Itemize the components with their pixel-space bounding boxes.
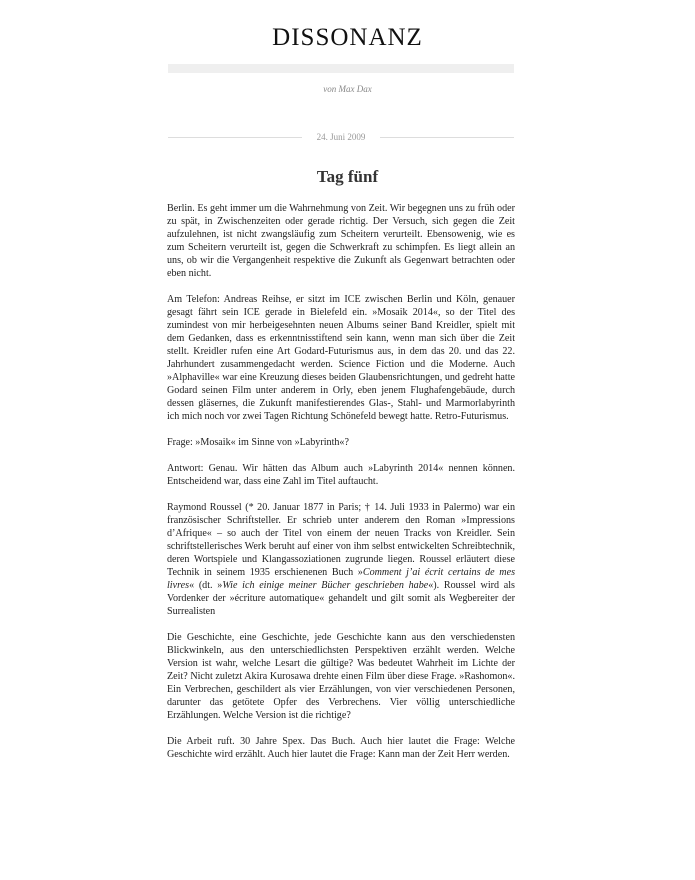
paragraph-6: Die Geschichte, eine Geschichte, jede Geschichte kann aus den verschiedensten Blickwinkeln, aus den unterschiedlichsten Perspektiven erzählt werden. Welche Version ist wahr, welche Lesart die gültige? Was bedeutet Wahrheit im Lichte der Zeit? Nicht zuletzt Akira Kurosawa drehte einen Film über diese Frage. »Rashomon«. Ein Verbrechen, geschildert als vier Erzählungen, von vier verschiedenen Personen, darunter das getötete Opfer des Verbrechens. Vier völlig unterschiedliche Erzählungen. Welche Version ist die richtige? — [167, 632, 515, 721]
post-body — [167, 202, 515, 774]
paragraph-5 — [167, 501, 515, 618]
book-title-german: Wie ich einige meiner Bücher geschrieben habe — [222, 580, 429, 591]
book-title-french: Comment j’ai écrit certains de mes livres — [167, 567, 515, 591]
paragraph-3: Frage: »Mosaik« im Sinne von »Labyrinth«? — [167, 437, 349, 448]
paragraph-1: Berlin. Es geht immer um die Wahrnehmung von Zeit. Wir begegnen uns zu früh oder zu spät, in Zwischenzeiten oder gerade richtig. Der Versuch, sich gegen die Zeit aufzulehnen, ist nicht zwangsläufig zum Scheitern verurteilt. Ebensowenig, wie es zum Scheitern verurteilt ist, gegen die Schwerkraft zu schimpfen. Es liegt allein an uns, ob wir die Vergangenheit respektive die Zukunft als Gegenwart betrachten oder eben nicht. — [167, 203, 515, 279]
header-divider-bar — [168, 64, 514, 73]
paragraph-7: Die Arbeit ruft. 30 Jahre Spex. Das Buch. Auch hier lautet die Frage: Welche Geschichte wird erzählt. Auch hier lautet die Frage: Kann man der Zeit Herr werden. — [167, 736, 515, 760]
byline: von Max Dax — [323, 84, 372, 94]
site-title[interactable]: DISSONANZ — [272, 24, 423, 51]
paragraph-5-text-a: Raymond Roussel (* 20. Januar 1877 in Paris; † 14. Juli 1933 in Palermo) war ein französischer Schriftsteller. Er schrieb unter anderem den Roman »Impressions d’Afrique« – so auch der Titel von einem der neuen Tracks von Kreidler. Sein schriftstellerisches Werk beruht auf einer von ihm selbst entwickelten Schreibtechnik, deren Wortspiele und Klangassoziationen zugrunde liegen. Roussel erläutert diese Technik in seinem 1935 erschienenen Buch » — [167, 502, 515, 578]
paragraph-2: Am Telefon: Andreas Reihse, er sitzt im ICE zwischen Berlin und Köln, genauer gesagt fährt sein ICE gerade in Bielefeld ein. »Mosaik 2014«, so der Titel des zumindest von mir herbeigesehnten neuen Albums seiner Band Kreidler, spielt mit dem Gedanken, dass es erkenntnisstiftend sein kann, wenn man sich über die Zeit stellt. Kreidler rufen eine Art Godard-Futurismus aus, in dem das 20. und das 22. Jahrhundert zusammengedacht werden. Science Fiction und die Moderne. Auch »Alphaville« war eine Kreuzung dieses beiden Glaubensrichtungen, und gedreht hatte Godard seinen Film unter anderem in Orly, eben jenem Flughafengebäude, durch dessen gläsernes, die Zukunft manifestierendes Glas-, Stahl- und Marmorlabyrinth ich mich noch vor zwei Tagen Richtung Schönefeld bewegt hatte. Retro-Futurismus. — [167, 294, 515, 422]
paragraph-5-text-c: « (dt. » — [189, 580, 223, 591]
post-date: 24. Juni 2009 — [316, 132, 366, 142]
post-date-row — [168, 131, 514, 143]
paragraph-4: Antwort: Genau. Wir hätten das Album auch »Labyrinth 2014« nennen können. Entscheidend war, dass eine Zahl im Titel auftaucht. — [167, 463, 515, 487]
date-divider-right — [380, 137, 514, 138]
paragraph-5-text-e: «). Roussel wird als Vordenker der »écriture automatique« gehandelt und gilt somit als Wegbereiter der Surrealisten — [167, 580, 515, 617]
post-title[interactable]: Tag fünf — [316, 167, 379, 186]
